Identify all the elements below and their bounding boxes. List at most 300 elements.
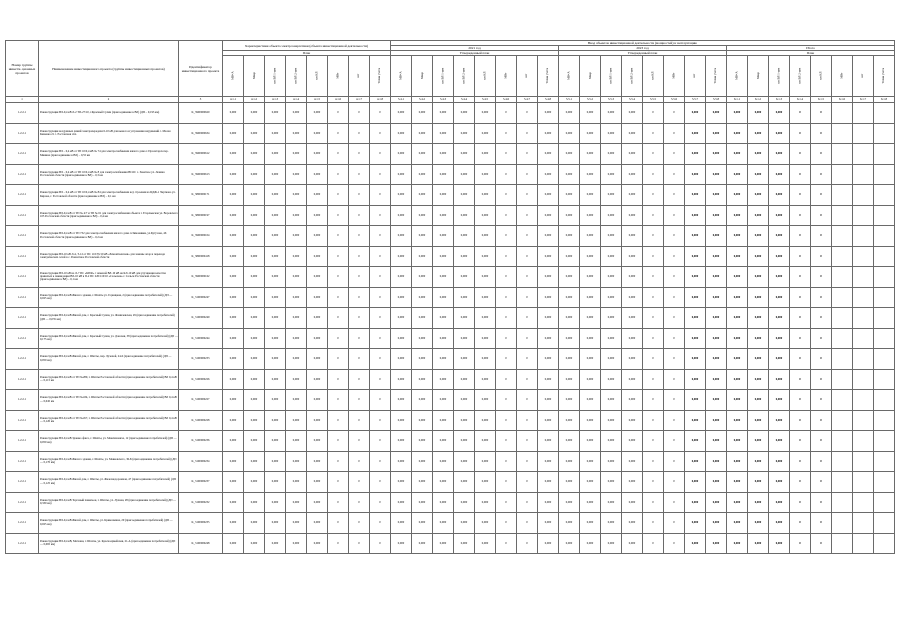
project-id-cell: K_3100000236 (179, 431, 223, 452)
value-cell: 0 (370, 185, 391, 206)
project-name-cell: Реконструкция ВЛ-10 кВ на Л-7 ПС «КПФ» с заменой ВЛ-10 кВ на КЛ-10 кВ для улучшения качества принятых к ликвидации ВЛ-10 кВ в П-2 ПС 220/110/10 «Сальская» г. Сальск Ростовской области (присоединение к ВЛ) – 0,1 км (39, 267, 179, 288)
value-cell: 0,000 (412, 144, 433, 165)
value-cell: 0,000 (286, 410, 307, 431)
value-cell: 0,000 (433, 287, 454, 308)
value-cell (832, 513, 853, 534)
value-cell: 0,000 (580, 533, 601, 554)
project-name-cell: Реконструкция ВЛ-0,4 кВ Жилой дом, г. Красный Сулин, ул. Донская, 38 (присоединение потребителей) (ДП — 0,175 км) (39, 328, 179, 349)
column-number: 5.4.7 (517, 97, 538, 103)
value-cell: 0,000 (433, 144, 454, 165)
value-cell: 0,000 (622, 513, 643, 534)
value-cell: 0,000 (412, 410, 433, 431)
value-cell: 0 (790, 226, 811, 247)
value-cell: 0 (349, 492, 370, 513)
value-cell (832, 390, 853, 411)
value-cell: 0,000 (769, 287, 790, 308)
value-cell: 0,000 (538, 226, 559, 247)
value-cell: 0,000 (769, 533, 790, 554)
value-cell: 0 (517, 308, 538, 329)
value-cell: 0 (328, 369, 349, 390)
project-id-cell: K_3100000244 (179, 328, 223, 349)
value-cell: 0,000 (286, 492, 307, 513)
value-cell: 0 (517, 328, 538, 349)
value-cell: 0,000 (286, 349, 307, 370)
value-cell: 0,000 (601, 267, 622, 288)
project-name-cell: Реконструкция ВЛ-0,4 кВ от ТП № 4/7 и ТП № 61 для электроснабжения объекта г. Егорлыкская ул. Воровского 105 Ростовской области (присоединение к ВЛ) – 0,4 км (39, 205, 179, 226)
value-cell: 0 (328, 390, 349, 411)
value-cell: 0,000 (580, 390, 601, 411)
value-cell: 0,000 (622, 103, 643, 124)
value-cell (853, 308, 874, 329)
value-cell: 0,000 (244, 533, 265, 554)
value-cell: 0 (664, 451, 685, 472)
value-cell (853, 226, 874, 247)
value-cell: 0,000 (244, 431, 265, 452)
unit-header: МВ×А (223, 56, 244, 97)
value-cell: 0,000 (538, 287, 559, 308)
project-name-cell: Реконструкция воздушных линий электропередачи 6-10 кВ для выноса и устранения нарушений с. Малая Каменка 21 с. Ростовская обл. (39, 123, 179, 144)
value-cell: 0,000 (475, 246, 496, 267)
value-cell: 0,000 (244, 123, 265, 144)
value-cell: 0,000 (223, 369, 244, 390)
value-cell (853, 246, 874, 267)
table-row (6, 164, 895, 185)
value-cell: 0 (643, 472, 664, 493)
value-cell: 0,000 (559, 205, 580, 226)
value-cell: 0,000 (601, 103, 622, 124)
value-cell: 0,000 (286, 226, 307, 247)
value-cell: 0 (517, 164, 538, 185)
value-cell: 0,000 (706, 185, 727, 206)
value-cell: 0,000 (748, 103, 769, 124)
value-cell (853, 328, 874, 349)
value-cell: 0 (349, 164, 370, 185)
column-number: 4.1.5 (307, 97, 328, 103)
value-cell: 0,000 (706, 144, 727, 165)
value-cell: 0,000 (580, 328, 601, 349)
value-cell (874, 123, 895, 144)
value-cell: 0,000 (223, 103, 244, 124)
value-cell: 0,000 (307, 492, 328, 513)
value-cell: 0,000 (622, 492, 643, 513)
column-number: 5.5.5 (643, 97, 664, 103)
project-id-cell: K_3800000171 (179, 185, 223, 206)
plan-header: План (727, 51, 895, 56)
value-cell: 0,000 (538, 328, 559, 349)
column-number: 6.1.1 (727, 97, 748, 103)
value-cell: 0 (517, 205, 538, 226)
value-cell: 0,000 (391, 123, 412, 144)
value-cell (874, 451, 895, 472)
value-cell: 0,000 (727, 369, 748, 390)
column-number: 5.5.7 (685, 97, 706, 103)
unit-header: Точки учета (370, 56, 391, 97)
value-cell: 0,000 (748, 205, 769, 226)
value-cell: 0,000 (391, 390, 412, 411)
value-cell: 0 (790, 287, 811, 308)
project-name-cell: Реконструкция ВЛ-0,4 кВ от ТП №457, г. Шахты Ростовской области (присоединение потребителей) ВЛ 0,4 кВ — 0,120 км (39, 410, 179, 431)
value-cell: 0,000 (580, 226, 601, 247)
column-number: 5.5.3 (601, 97, 622, 103)
unit-header: км КЛ (643, 56, 664, 97)
project-id-cell: K_3100000228 (179, 410, 223, 431)
value-cell: 0,000 (412, 513, 433, 534)
value-cell (853, 431, 874, 452)
value-cell: 0 (328, 349, 349, 370)
value-cell: 0,000 (307, 144, 328, 165)
value-cell: 0 (517, 267, 538, 288)
value-cell: 0,000 (769, 164, 790, 185)
value-cell: 0,000 (538, 533, 559, 554)
value-cell (874, 287, 895, 308)
table-row (6, 349, 895, 370)
value-cell: 0,000 (433, 164, 454, 185)
value-cell: 0 (496, 349, 517, 370)
value-cell: 0,000 (769, 123, 790, 144)
value-cell: 0,000 (727, 123, 748, 144)
value-cell: 0 (790, 451, 811, 472)
value-cell: 0,000 (748, 472, 769, 493)
value-cell: 0,000 (265, 390, 286, 411)
value-cell: 0,000 (475, 533, 496, 554)
value-cell: 0,000 (601, 185, 622, 206)
value-cell: 0,000 (286, 451, 307, 472)
unit-header: км ВЛ 2-цеп (622, 56, 643, 97)
value-cell: 0 (328, 144, 349, 165)
value-cell: 0,000 (244, 103, 265, 124)
group-cell: 1.2.2.1 (6, 103, 39, 124)
value-cell: 0,000 (559, 308, 580, 329)
value-cell (874, 226, 895, 247)
project-name-header: Наименование инвестиционного проекта (группы инвестиционных проектов) (39, 41, 179, 97)
value-cell: 0,000 (223, 185, 244, 206)
value-cell (832, 308, 853, 329)
project-id-cell: K_3900000162 (179, 267, 223, 288)
value-cell: 0,000 (475, 287, 496, 308)
value-cell: 0,000 (454, 103, 475, 124)
value-cell: 0,000 (244, 451, 265, 472)
value-cell: 0,000 (727, 185, 748, 206)
value-cell: 0,000 (748, 185, 769, 206)
value-cell (853, 267, 874, 288)
table-row (6, 390, 895, 411)
value-cell: 0,000 (559, 513, 580, 534)
value-cell: 0,000 (727, 451, 748, 472)
value-cell: 0 (328, 328, 349, 349)
value-cell: 0 (517, 431, 538, 452)
value-cell: 0,000 (748, 328, 769, 349)
value-cell: 0 (811, 308, 832, 329)
value-cell: 0,000 (685, 267, 706, 288)
column-number: 5.5.4 (622, 97, 643, 103)
value-cell: 0,000 (538, 164, 559, 185)
project-id-cell: K_3900000613 (179, 164, 223, 185)
value-cell: 0 (370, 103, 391, 124)
value-cell: 0,000 (412, 287, 433, 308)
column-number: 1 (6, 97, 39, 103)
value-cell: 0,000 (538, 492, 559, 513)
column-number: 4.1.8 (370, 97, 391, 103)
year-2021-header: 2021 год (391, 46, 559, 51)
value-cell: 0,000 (706, 513, 727, 534)
value-cell: 0 (496, 390, 517, 411)
value-cell: 0,000 (412, 246, 433, 267)
unit-header: Точки учета (874, 56, 895, 97)
value-cell: 0,000 (454, 390, 475, 411)
value-cell: 0,000 (475, 472, 496, 493)
value-cell: 0,000 (601, 513, 622, 534)
column-number: 5.4.8 (538, 97, 559, 103)
value-cell: 0,000 (685, 144, 706, 165)
value-cell: 0,000 (727, 431, 748, 452)
value-cell: 0,000 (475, 267, 496, 288)
value-cell: 0 (811, 205, 832, 226)
value-cell: 0,000 (307, 308, 328, 329)
value-cell (853, 410, 874, 431)
value-cell: 0 (664, 492, 685, 513)
value-cell: 0 (496, 246, 517, 267)
value-cell: 0,000 (391, 267, 412, 288)
value-cell: 0,000 (538, 267, 559, 288)
value-cell: 0 (517, 287, 538, 308)
column-number: 5.5.8 (706, 97, 727, 103)
value-cell: 0 (496, 103, 517, 124)
value-cell (874, 164, 895, 185)
value-cell: 0,000 (748, 267, 769, 288)
value-cell: 0,000 (538, 390, 559, 411)
value-cell: 0,000 (685, 164, 706, 185)
value-cell (832, 226, 853, 247)
value-cell: 0,000 (412, 267, 433, 288)
value-cell: 0,000 (748, 369, 769, 390)
value-cell: 0 (643, 349, 664, 370)
value-cell: 0,000 (769, 472, 790, 493)
value-cell: 0,000 (769, 246, 790, 267)
column-number: 5.5.6 (664, 97, 685, 103)
value-cell: 0 (811, 226, 832, 247)
value-cell: 0 (664, 287, 685, 308)
value-cell: 0,000 (685, 451, 706, 472)
value-cell: 0,000 (475, 328, 496, 349)
value-cell: 0,000 (454, 267, 475, 288)
value-cell: 0,000 (622, 287, 643, 308)
group-cell: 1.2.2.1 (6, 185, 39, 206)
value-cell (874, 103, 895, 124)
value-cell: 0,000 (265, 103, 286, 124)
value-cell: 0,000 (622, 144, 643, 165)
value-cell: 0 (370, 164, 391, 185)
value-cell: 0,000 (265, 533, 286, 554)
value-cell: 0 (370, 492, 391, 513)
value-cell (832, 349, 853, 370)
column-number: 4.1.4 (286, 97, 307, 103)
table-row (6, 205, 895, 226)
value-cell: 0,000 (601, 308, 622, 329)
unit-header: МВ×А (391, 56, 412, 97)
value-cell: 0,000 (559, 472, 580, 493)
value-cell: 0 (811, 513, 832, 534)
group-cell: 1.2.2.1 (6, 533, 39, 554)
value-cell: 0,000 (412, 328, 433, 349)
value-cell: 0,000 (559, 431, 580, 452)
value-cell: 0,000 (580, 144, 601, 165)
value-cell: 0 (370, 123, 391, 144)
project-id-cell: K_3900000612 (179, 144, 223, 165)
value-cell: 0,000 (685, 349, 706, 370)
value-cell: 0,000 (223, 513, 244, 534)
value-cell: 0,000 (559, 267, 580, 288)
value-cell: 0,000 (475, 308, 496, 329)
unit-header: МВт (664, 56, 685, 97)
value-cell: 0,000 (391, 164, 412, 185)
value-cell: 0 (349, 205, 370, 226)
value-cell: 0 (496, 287, 517, 308)
table-row (6, 246, 895, 267)
value-cell: 0 (517, 103, 538, 124)
value-cell: 0,000 (769, 410, 790, 431)
value-cell: 0,000 (412, 185, 433, 206)
value-cell: 0,000 (391, 349, 412, 370)
project-id-cell: K_3100000234 (179, 451, 223, 472)
value-cell: 0 (370, 390, 391, 411)
unit-header: шт (349, 56, 370, 97)
value-cell: 0,000 (223, 533, 244, 554)
value-cell: 0 (349, 144, 370, 165)
value-cell: 0,000 (601, 492, 622, 513)
value-cell (853, 451, 874, 472)
value-cell: 0 (496, 451, 517, 472)
value-cell: 0 (790, 205, 811, 226)
value-cell: 0 (349, 390, 370, 411)
value-cell (832, 410, 853, 431)
value-cell: 0 (349, 369, 370, 390)
value-cell: 0,000 (748, 533, 769, 554)
value-cell: 0,000 (475, 369, 496, 390)
value-cell (874, 267, 895, 288)
value-cell: 0,000 (538, 410, 559, 431)
value-cell: 0,000 (391, 144, 412, 165)
group-cell: 1.2.2.1 (6, 369, 39, 390)
value-cell: 0 (790, 431, 811, 452)
value-cell (832, 144, 853, 165)
value-cell: 0,000 (580, 349, 601, 370)
value-cell: 0,000 (685, 287, 706, 308)
value-cell: 0 (811, 369, 832, 390)
value-cell: 0,000 (433, 349, 454, 370)
value-cell: 0 (811, 164, 832, 185)
value-cell: 0 (517, 123, 538, 144)
value-cell: 0 (370, 226, 391, 247)
value-cell: 0,000 (769, 369, 790, 390)
value-cell: 0,000 (475, 390, 496, 411)
group-cell: 1.2.2.1 (6, 123, 39, 144)
value-cell: 0,000 (685, 103, 706, 124)
value-cell: 0,000 (265, 226, 286, 247)
value-cell: 0,000 (244, 410, 265, 431)
value-cell: 0 (664, 328, 685, 349)
value-cell (832, 451, 853, 472)
value-cell: 0,000 (391, 103, 412, 124)
value-cell: 0,000 (223, 328, 244, 349)
value-cell: 0,000 (454, 144, 475, 165)
value-cell: 0,000 (622, 164, 643, 185)
value-cell: 0,000 (286, 123, 307, 144)
value-cell: 0 (643, 205, 664, 226)
value-cell: 0,000 (538, 369, 559, 390)
project-name-cell: Реконструкция ВЛ-0,4 кВ Жилой дом, г. Шахты, пер. Лучевой, 24-6 (присоединение потребителей) (ДП — 0,050 км) (39, 349, 179, 370)
value-cell: 0 (790, 328, 811, 349)
value-cell: 0,000 (412, 205, 433, 226)
value-cell: 0,000 (475, 226, 496, 247)
group-cell: 1.2.2.1 (6, 226, 39, 247)
value-cell: 0 (643, 410, 664, 431)
unit-header: км ВЛ 2-цеп (790, 56, 811, 97)
value-cell: 0,000 (244, 205, 265, 226)
group-number-header: Номер группы инвести- ционных проектов (6, 41, 39, 97)
value-cell: 0,000 (727, 103, 748, 124)
value-cell: 0,000 (286, 533, 307, 554)
value-cell: 0 (811, 185, 832, 206)
value-cell: 0,000 (748, 164, 769, 185)
column-number: 2 (39, 97, 179, 103)
value-cell: 0,000 (454, 246, 475, 267)
column-number: 4.1.2 (244, 97, 265, 103)
value-cell: 0,000 (559, 123, 580, 144)
value-cell: 0,000 (769, 205, 790, 226)
value-cell: 0,000 (475, 349, 496, 370)
total-header: Итого (727, 46, 895, 51)
value-cell: 0 (664, 431, 685, 452)
value-cell: 0,000 (412, 123, 433, 144)
value-cell (874, 185, 895, 206)
value-cell: 0,000 (748, 144, 769, 165)
value-cell: 0 (370, 349, 391, 370)
value-cell (853, 185, 874, 206)
group-cell: 1.2.2.1 (6, 472, 39, 493)
value-cell: 0,000 (580, 513, 601, 534)
value-cell: 0,000 (412, 308, 433, 329)
value-cell (832, 431, 853, 452)
column-number: 6.1.8 (874, 97, 895, 103)
value-cell: 0,000 (559, 185, 580, 206)
value-cell: 0 (349, 349, 370, 370)
project-id-cell: K_3100000235 (179, 513, 223, 534)
value-cell: 0,000 (727, 492, 748, 513)
value-cell: 0 (349, 451, 370, 472)
value-cell: 0,000 (601, 205, 622, 226)
project-id-cell: K_3800000418 (179, 246, 223, 267)
value-cell: 0,000 (265, 431, 286, 452)
project-id-header: Идентификатор инвестиционного проекта (179, 41, 223, 97)
value-cell: 0 (328, 103, 349, 124)
value-cell: 0,000 (223, 492, 244, 513)
value-cell: 0,000 (475, 492, 496, 513)
value-cell: 0,000 (433, 431, 454, 452)
value-cell: 0 (643, 390, 664, 411)
value-cell: 0,000 (622, 226, 643, 247)
group-cell: 1.2.2.1 (6, 349, 39, 370)
project-name-cell: Реконструкция ВЛ – 0,4 кВ от ТП 10/0,4 кВ № 74 для электроснабжения жилого дома г. Пролетарск пер. Минина (присоединение к ВЛ) – 0,55 км (39, 144, 179, 165)
value-cell: 0,000 (580, 369, 601, 390)
value-cell: 0,000 (748, 513, 769, 534)
table-row (6, 103, 895, 124)
value-cell: 0 (349, 431, 370, 452)
value-cell: 0 (328, 492, 349, 513)
value-cell: 0,000 (748, 410, 769, 431)
value-cell: 0,000 (538, 472, 559, 493)
value-cell: 0,000 (580, 451, 601, 472)
value-cell: 0,000 (433, 205, 454, 226)
